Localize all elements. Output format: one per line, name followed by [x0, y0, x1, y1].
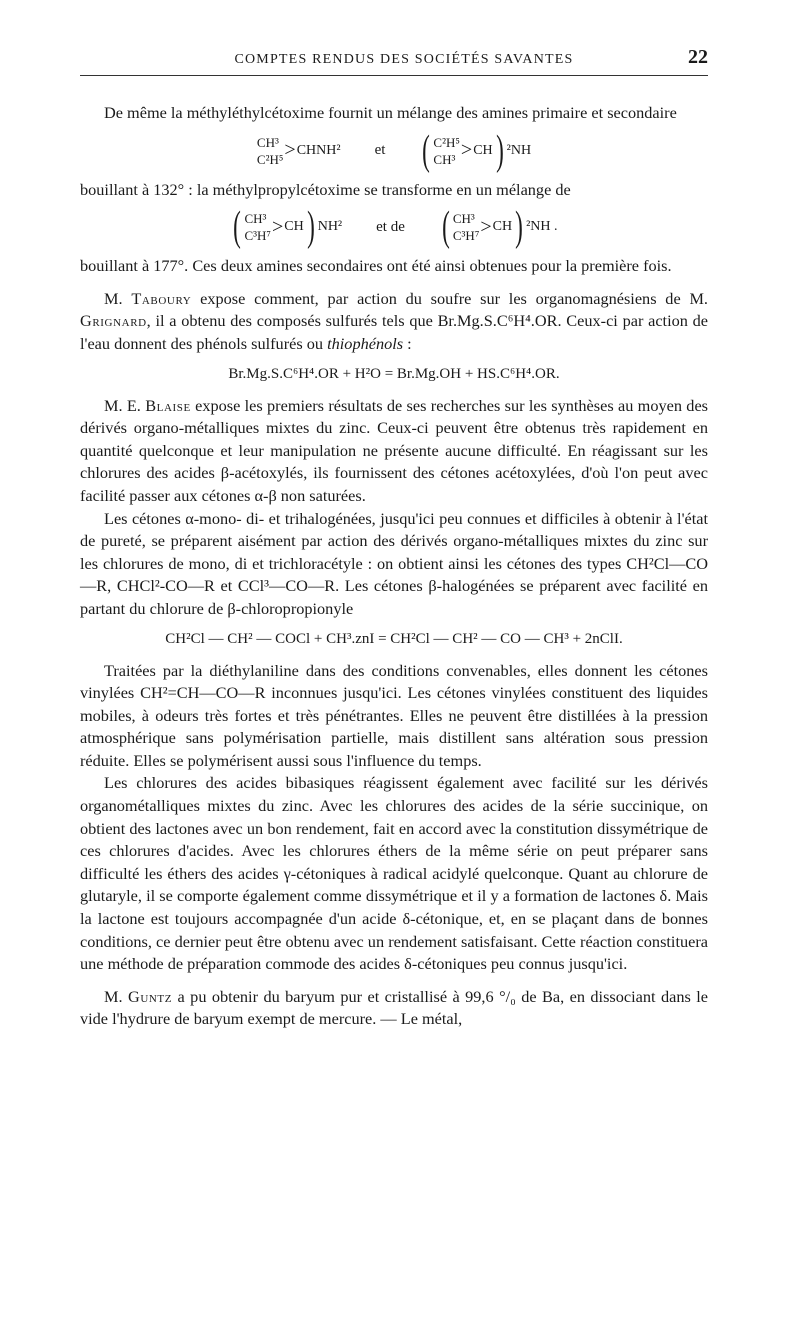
paragraph-halogenated-ketones: Les cétones α-mono- di- et trihalogénées, jusqu'ici peu connues et difficiles à obtenir à l'état de pureté, se préparent aisément par action des dérivés organo-métalliques mixtes du zinc sur les chlorures de mono, di et trichloracétyle : on obtient ainsi les cétones des types CH²Cl—CO—R, CHCl²-CO—R et CCl³—CO—R. Les cétones β-halogénées se préparent avec facilité en partant du chlorure de β-chloropropionyle — [80, 508, 708, 618]
author-name: Grignard — [80, 311, 147, 331]
formula-substituent-bottom: C³H⁷ — [452, 228, 480, 244]
formula-core: CH — [284, 219, 304, 235]
equation-chloropropionyl: CH²Cl — CH² — COCl + CH³.znI = CH²Cl — CH² — CO — CH³ + 2nClI. — [165, 630, 623, 647]
formula-substituent-bottom: CH³ — [433, 151, 456, 167]
formula-core: CH — [492, 219, 513, 235]
formula-substituent-top: CH³ — [256, 134, 279, 150]
paren-close: ) — [495, 127, 504, 174]
paragraph-dibasic-acids: Les chlorures des acides bibasiques réagissent également avec facilité sur les dérivés organométalliques mixtes du zinc. Avec les chlorures des acides de la série succinique, on obtient des lactones avec un bon rendement, fait en accord avec la constitution dissymétrique de ces chlorures d'acides. Avec les chlorures éthers de la même série on peut préparer sans difficulté les éthers des acides γ-cétoniques à radical acidylé quelconque. Quant au chlorure de glutaryle, il se comporte également comme dissymétrique et il y a formation de lactones δ. Mais la lactone est toujours accompagnée d'un acide δ-cétonique, et, en se plaçant dans de bonnes conditions, ce dernier peut être obtenu avec un rendement satisfaisant. Cette réaction constituera une méthode de préparation commode des acides δ-cétoniques peu connus jusqu'ici. — [80, 773, 708, 974]
formula-exponent: ² — [526, 219, 531, 235]
formula-substituent-top: C²H⁵ — [433, 134, 460, 150]
formula-substituent-bottom: C³H⁷ — [244, 228, 271, 244]
paragraph-taboury: M. Taboury expose comment, par action du soufre sur les organomagnésiens de M. Grignard, il a obtenu des composés sulfurés tels que Br.Mg.S.C⁶H⁴.OR. Ceux-ci par action de l'eau donnent des phénols sulfurés ou thiophénols : — [80, 288, 708, 353]
paren-close: ) — [306, 204, 315, 251]
running-title: COMPTES RENDUS DES SOCIÉTÉS SAVANTES — [234, 52, 574, 67]
author-name: Taboury — [131, 288, 192, 308]
formula-substituent-top: CH³ — [244, 211, 267, 227]
paren-open: ( — [442, 204, 450, 251]
formula-joiner: et — [374, 142, 386, 159]
paren-close: ) — [515, 204, 523, 251]
author-name: Guntz — [127, 986, 173, 1006]
formula-joiner: et de — [376, 218, 405, 235]
author-name: Blaise — [145, 395, 191, 415]
formula-substituent-bottom: C²H⁵ — [256, 151, 284, 167]
formula-primary-amine — [257, 134, 341, 168]
formula-amines-1 — [80, 127, 708, 174]
paragraph-vinyl-ketones: Traitées par la diéthylaniline dans des conditions convenables, elles donnent les cétones vinylées CH²=CH—CO—R inconnues jusqu'ici. Les cétones vinylées constituent des liquides mobiles, à odeurs très fortes et très pénétrantes. Elles ne peuvent être distillées à la pression atmosphérique sans polymérisation partielle, mais distillent sans altération sous pression réduite. Elles se polymérisent aussi sous l'influence du temps. — [80, 660, 708, 770]
paragraph-blaise: M. E. Blaise expose les premiers résultats de ses recherches sur les synthèses au moyen des dérivés organo-métalliques mixtes du zinc. Ceux-ci peuvent être obtenus très rapidement en quantité quelconque et leur manipulation ne présente aucune difficulté. En réagissant sur les chlorures des acides β-acétoxylés, ils fournissent des cétones acétoxylées, d'où l'on peut avec facilité passer aux cétones α-β non saturées. — [80, 395, 709, 505]
paragraph-secondary-amines: bouillant à 177°. Ces deux amines secondaires ont été ainsi obtenues pour la première fois. — [80, 256, 672, 276]
formula-tail: NH — [510, 142, 532, 158]
bond-angle-glyph: > — [480, 215, 492, 238]
formula-secondary-amine — [439, 204, 558, 251]
formula-tail: NH² — [317, 219, 343, 235]
paragraph-guntz: M. Guntz a pu obtenir du baryum pur et cristallisé à 99,6 °/₀ de Ba, en dissociant dans le vide l'hydrure de baryum exempt de mercure. — Le métal, — [80, 986, 708, 1029]
formula-tail: NH . — [530, 219, 558, 235]
formula-core: CHNH² — [296, 142, 341, 158]
formula-amines-2 — [80, 204, 708, 251]
equation-thiophenols: Br.Mg.S.C⁶H⁴.OR + H²O = Br.Mg.OH + HS.C⁶H⁴.OR. — [228, 365, 560, 382]
running-header — [80, 46, 708, 76]
formula-substituent-top: CH³ — [452, 211, 475, 227]
italic-term: thiophénols — [327, 333, 404, 353]
formula-primary-amine — [230, 204, 343, 251]
bond-angle-glyph: > — [271, 215, 284, 238]
page-number: 22 — [688, 46, 708, 68]
paren-open: ( — [422, 127, 431, 174]
bond-angle-glyph: > — [284, 139, 296, 162]
paren-open: ( — [233, 204, 242, 251]
formula-secondary-amine — [419, 127, 532, 174]
formula-exponent: ² — [506, 142, 511, 158]
formula-core: CH — [473, 142, 493, 158]
paragraph-methylethylcetoxime: De même la méthyléthylcétoxime fournit un mélange des amines primaire et secondaire — [104, 103, 677, 122]
paragraph-methylpropylcetoxime: bouillant à 132° : la méthylpropylcétoxime se transforme en un mélange de — [80, 179, 571, 199]
bond-angle-glyph: > — [460, 139, 473, 162]
